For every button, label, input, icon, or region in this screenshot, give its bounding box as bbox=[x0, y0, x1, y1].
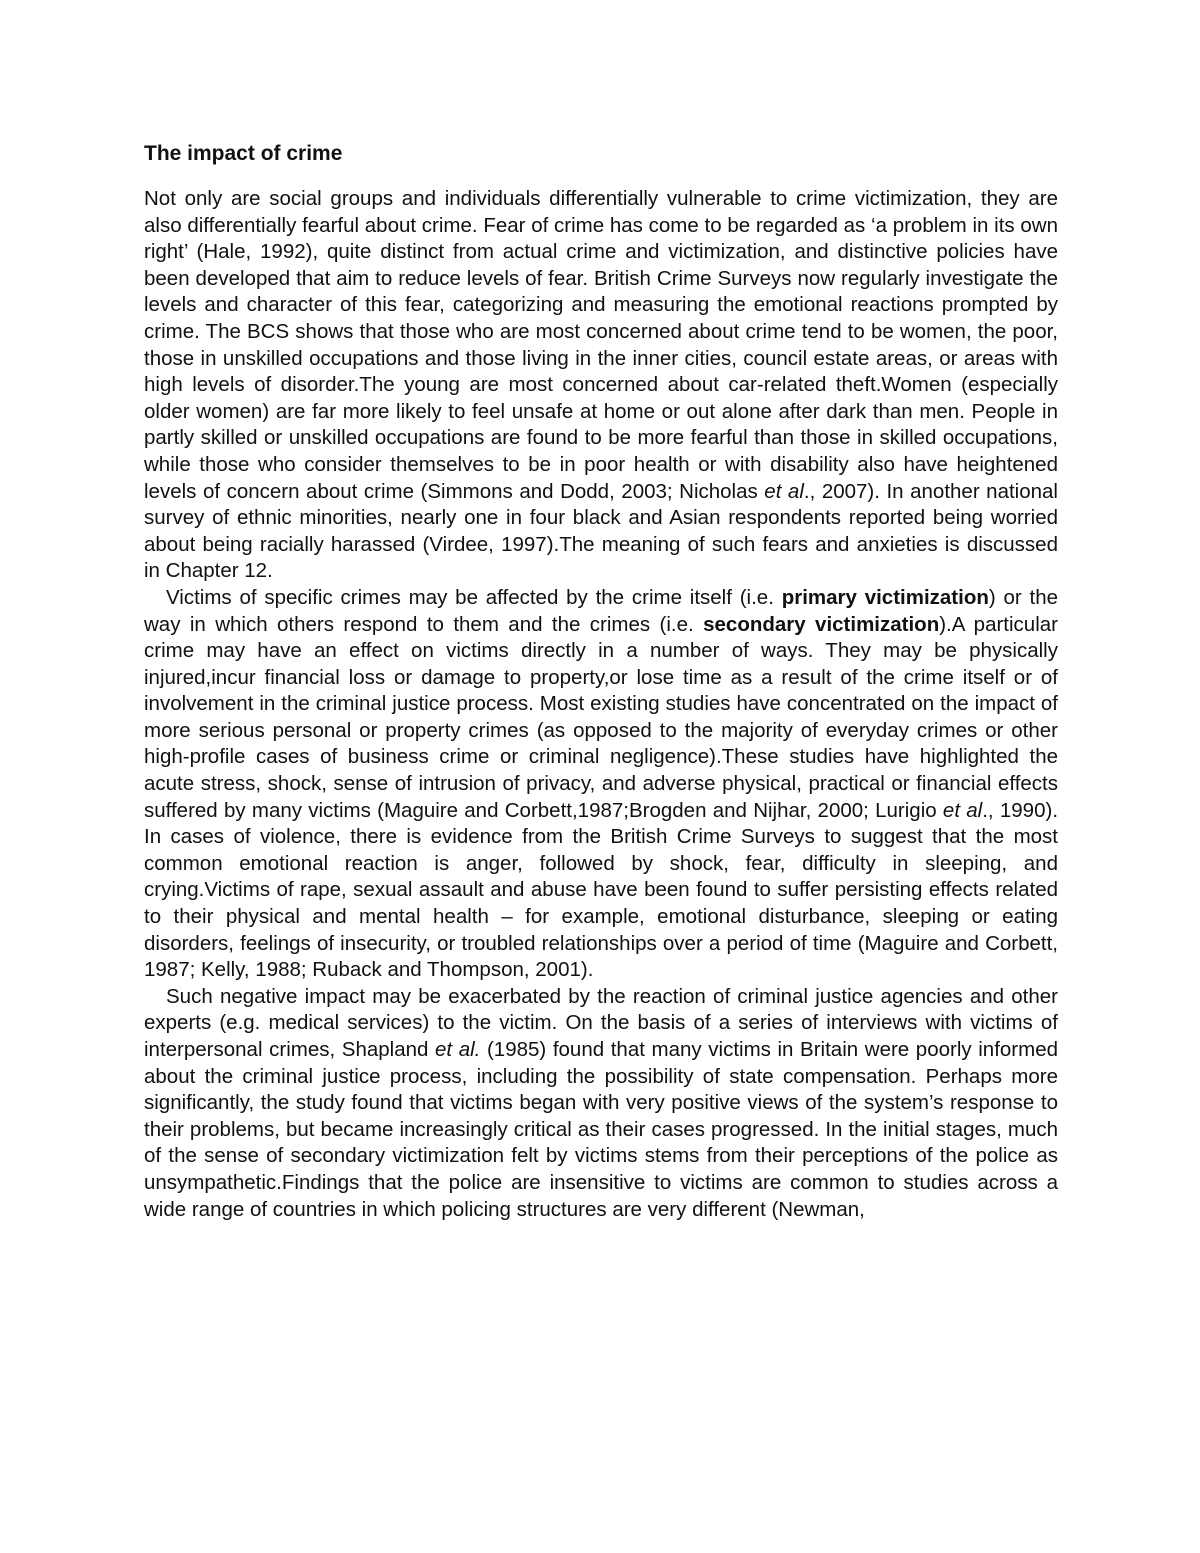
text-run: ., 2007). In another national survey of ethnic minorities, nearly one in four black and Asian respondents reported being worried about being racially harassed (Virdee, 1997).The meaning of such fears and anxieties is discussed in Chapter 12. bbox=[144, 479, 1058, 583]
paragraph-negative-impact bbox=[144, 984, 1058, 1223]
italic-citation: et al bbox=[764, 479, 804, 503]
text-run: Such negative impact may be exacerbated by the reaction of criminal justice agencies and other experts (e.g. medical services) to the victim. On the basis of a series of interviews with victims of interpersonal crimes, Shapland bbox=[144, 984, 1058, 1061]
italic-citation: et al bbox=[942, 798, 983, 822]
text-run: ., 1990). In cases of violence, there is evidence from the British Crime Surveys to suggest that the most common emotional reaction is anger, followed by shock, fear, difficulty in sleeping, and crying.Victims of rape, sexual assault and abuse have been found to suffer persisting effects related to their physical and mental health – for example, emotional disturbance, sleeping or eating disorders, feelings of insecurity, or troubled relationships over a period of time (Maguire and Corbett, 1987; Kelly, 1988; Ruback and Thompson, 2001). bbox=[144, 798, 1059, 982]
text-run: Not only are social groups and individuals differentially vulnerable to crime victimization, they are also differentially fearful about crime. Fear of crime has come to be regarded as ‘a problem in its own right’ (Hale, 1992), quite distinct from actual crime and victimization, and distinctive policies have been developed that aim to reduce levels of fear. British Crime Surveys now regularly investigate the levels and character of this fear, categorizing and measuring the emotional reactions prompted by crime. The BCS shows that those who are most concerned about crime tend to be women, the poor, those in unskilled occupations and those living in the inner cities, council estate areas, or areas with high levels of disorder.The young are most concerned about car-related theft.Women (especially older women) are far more likely to feel unsafe at home or out alone after dark than men. People in partly skilled or unskilled occupations are found to be more fearful than those in skilled occupations, while those who consider themselves to be in poor health or with disability also have heightened levels of concern about crime (Simmons and Dodd, 2003; Nicholas bbox=[144, 187, 1058, 503]
bold-term-secondary: secondary victimization bbox=[703, 612, 940, 636]
bold-term-primary: primary victimization bbox=[781, 585, 989, 609]
section-heading: The impact of crime bbox=[144, 142, 343, 165]
italic-citation: et al. bbox=[435, 1038, 481, 1061]
text-run: ) or the way in which others respond to them and the crimes (i.e. bbox=[144, 585, 1059, 636]
document-page bbox=[144, 140, 1058, 1223]
text-run: ).A particular crime may have an effect on victims directly in a number of ways. They may be physically injured,incur financial loss or damage to property,or lose time as a result of the crime itself or of involvement in the criminal justice process. Most existing studies have concentrated on the impact of more serious personal or property crimes (as opposed to the majority of everyday crimes or other high-profile cases of business crime or criminal negligence).These studies have highlighted the acute stress, shock, sense of intrusion of privacy, and adverse physical, practical or financial effects suffered by many victims (Maguire and Corbett,1987;Brogden and Nijhar, 2000; Lurigio bbox=[144, 612, 1058, 822]
text-run: (1985) found that many victims in Britain were poorly informed about the criminal justice process, including the possibility of state compensation. Perhaps more significantly, the study found that victims began with very positive views of the system’s response to their problems, but became increasingly critical as their cases progressed. In the initial stages, much of the sense of secondary victimization felt by victims stems from their perceptions of the police as unsympathetic.Findings that the police are insensitive to victims are common to studies across a wide range of countries in which policing structures are very different (Newman, bbox=[144, 1038, 1058, 1221]
paragraph-fear-of-crime bbox=[144, 186, 1058, 585]
text-run: Victims of specific crimes may be affected by the crime itself (i.e. bbox=[166, 585, 782, 609]
paragraph-victimization bbox=[144, 585, 1058, 984]
